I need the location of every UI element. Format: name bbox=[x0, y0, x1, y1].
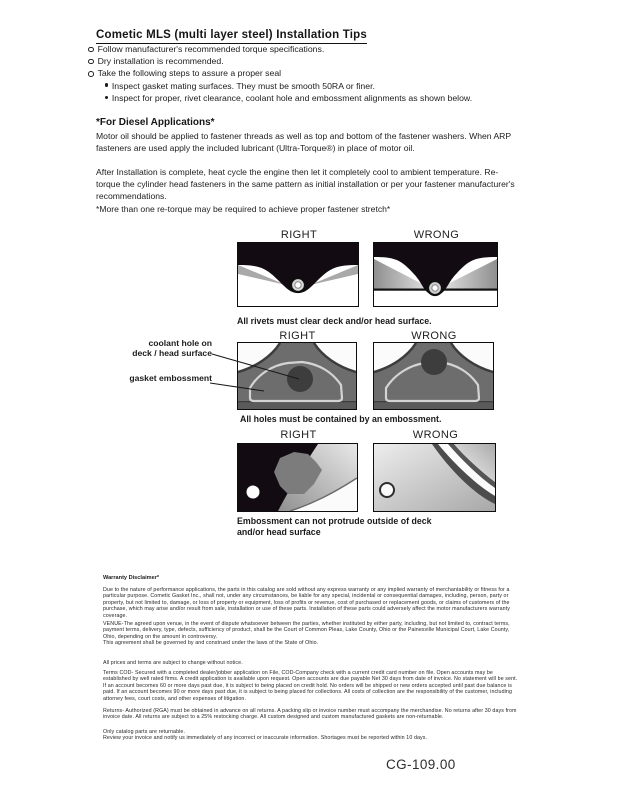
diesel-paragraph-3: *More than one re-torque may be required to achieve proper fastener stretch* bbox=[96, 204, 391, 214]
disclaimer-paragraph-3: All prices and terms are subject to change without notice. bbox=[103, 660, 243, 666]
disclaimer-paragraph-4: Terms COD- Secured with a completed dealer/jobber application on File, COD-Company check with a current credit card number on file. Open accounts may be established by well rated firms. A credit application is available upon request. Open accounts are due payable Net 30 days from date of invoice. No statement will be sent. If an account becomes 60 or more days past due, it is subject to being placed on credit hold. No orders will be shipped or new orders accepted until past due balance is paid. If an account becomes 90 or more days past due, it is subject to being placed for collections. All costs of collection are the responsibility of the customer, including attorney fees, court costs, and other expenses of litigation. bbox=[103, 670, 518, 702]
right-label: RIGHT bbox=[280, 429, 317, 441]
row2-caption: All holes must be contained by an embossment. bbox=[240, 414, 442, 424]
disclaimer-paragraph-2 bbox=[103, 621, 520, 647]
embossment-wrong-diagram bbox=[373, 342, 494, 410]
tip-text: Inspect gasket mating surfaces. They must be smooth 50RA or finer. bbox=[111, 80, 375, 91]
circle-bullet-icon bbox=[88, 59, 94, 65]
coolant-hole-callout bbox=[100, 339, 212, 359]
tip-item bbox=[88, 67, 472, 79]
page-number: CG-109.00 bbox=[386, 757, 456, 772]
diesel-paragraph-1: Motor oil should be applied to fastener threads as well as top and bottom of the fastener washers. When ARP fasteners are used apply the included lubricant (Ultra-Torque®) in place of motor oil. bbox=[96, 131, 511, 153]
tip-text: Dry installation is recommended. bbox=[97, 56, 224, 67]
disclaimer-text: VENUE-The agreed upon venue, in the event of dispute whatsoever between the parties, whether instituted by either party, including, but not limited to, contract terms, payment terms, delivery, type, defects, sufficiency of product, shall be the Court of Common Pleas, Lake County, Ohio or the Painesville Municipal Court, Lake County, Ohio, depending on the amount in controversy. bbox=[103, 621, 510, 640]
tip-sub-item bbox=[88, 92, 472, 104]
rivet-wrong-diagram bbox=[373, 242, 498, 307]
disclaimer-paragraph-1: Due to the nature of performance applications, the parts in this catalog are sold without any express warranty or any implied warranty of merchantability or fitness for a particular purpose. Cometic Gasket Inc., shall not, under any circumstances, be liable for any special, incidental or consequential damages, including, person, party or property, but not limited to, damage, or loss of property or equipment, loss of profits or revenue, cost of purchased or replacement goods, or claims of customers of the purchase, which may arise and/or result from sale, installation or use of these parts. Installation of these parts could adversely affect the motor manufacturers warranty coverage. bbox=[103, 587, 510, 619]
row1-caption: All rivets must clear deck and/or head surface. bbox=[237, 316, 432, 326]
tip-sub-item bbox=[88, 80, 472, 92]
wrong-label: WRONG bbox=[412, 429, 459, 441]
tip-text: Follow manufacturer's recommended torque specifications. bbox=[97, 44, 325, 54]
disclaimer-text: This agreement shall be governed by and construed under the laws of the State of Ohio. bbox=[103, 640, 319, 647]
rivet-right-diagram bbox=[237, 242, 359, 307]
caption-text: and/or head surface bbox=[237, 526, 321, 537]
tip-item bbox=[88, 55, 472, 67]
circle-bullet-icon bbox=[88, 47, 94, 53]
wrong-label: WRONG bbox=[413, 229, 460, 241]
circle-bullet-icon bbox=[88, 71, 94, 77]
wrong-label: WRONG bbox=[411, 330, 457, 342]
row3-caption bbox=[237, 516, 497, 537]
embossment-right-diagram bbox=[237, 342, 357, 410]
disclaimer-paragraph-5: Returns- Authorized (RGA) must be obtained in advance on all returns. A packing slip or invoice number must accompany the merchandise. No returns after 30 days from invoice date. All returns are subject to a 25% restocking charge. All custom designed and custom manufactured gaskets are non-returnable. bbox=[103, 708, 517, 721]
page-title bbox=[96, 25, 367, 44]
callout-text: coolant hole on bbox=[148, 338, 212, 348]
gasket-embossment-callout: gasket embossment bbox=[129, 373, 212, 383]
caption-text: Embossment can not protrude outside of deck bbox=[237, 516, 432, 526]
disclaimer-text: Only catalog parts are returnable. bbox=[103, 729, 186, 735]
diesel-heading: *For Diesel Applications* bbox=[96, 117, 215, 128]
dot-bullet-icon bbox=[105, 83, 108, 86]
right-label: RIGHT bbox=[280, 229, 318, 241]
dot-bullet-icon bbox=[105, 96, 108, 99]
disclaimer-paragraph-6 bbox=[103, 729, 520, 742]
callout-text: deck / head surface bbox=[132, 347, 212, 358]
diesel-paragraph-2: After Installation is complete, heat cycle the engine then let it completely cool to ambient temperature. Re-torque the cylinder head fasteners in the same pattern as initial installation or per your fastener manufacturer's recommendations. bbox=[96, 167, 515, 201]
tip-text: Inspect for proper, rivet clearance, coolant hole and embossment alignments as shown below. bbox=[111, 92, 473, 103]
disclaimer-heading: Warranty Disclaimer* bbox=[103, 575, 160, 581]
page-title-text: Cometic MLS (multi layer steel) Installation Tips bbox=[96, 29, 367, 44]
protrude-wrong-diagram bbox=[373, 443, 496, 512]
tip-item bbox=[88, 43, 472, 55]
disclaimer-text: Review your invoice and notify us immediately of any incorrect or inaccurate information. Shortages must be reported within 10 days. bbox=[103, 735, 428, 742]
protrude-right-diagram bbox=[237, 443, 358, 512]
right-label: RIGHT bbox=[279, 330, 316, 342]
installation-tips-list bbox=[88, 43, 472, 104]
tip-text: Take the following steps to assure a proper seal bbox=[97, 68, 282, 79]
